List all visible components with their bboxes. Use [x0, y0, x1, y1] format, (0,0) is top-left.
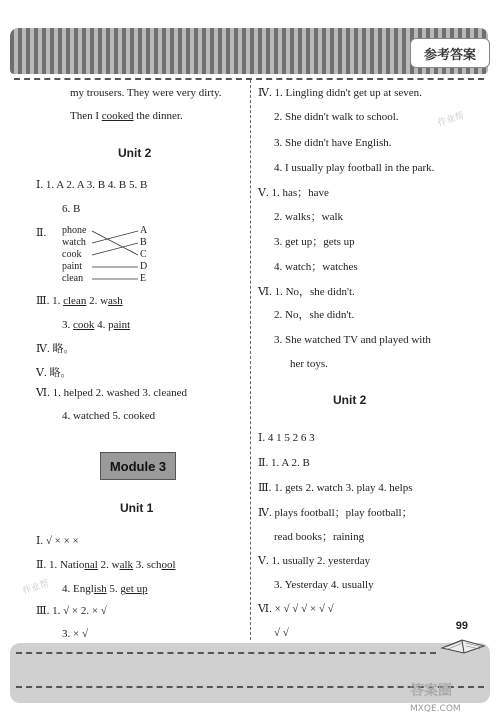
answer-line: Ⅳ. plays football；play football；: [258, 507, 413, 519]
watermark: 作业帮: [436, 110, 466, 129]
answer-line: my trousers. They were very dirty.: [70, 87, 222, 99]
answer-line: 2. No，she didn't.: [274, 309, 355, 321]
answer-line: 3. She didn't have English.: [274, 137, 392, 149]
answer-line: Ⅳ. 略。: [36, 343, 75, 355]
unit-title: Unit 1: [120, 501, 154, 515]
header-tab: 参考答案: [410, 38, 490, 68]
answer-line: 6. B: [62, 203, 81, 215]
answer-line: Ⅲ. 1. clean 2. wash: [36, 295, 123, 307]
answer-line: 4. watched 5. cooked: [62, 410, 156, 422]
match-letter: A: [140, 225, 148, 236]
page-number: 99: [455, 620, 468, 632]
match-lines: [0, 0, 500, 300]
answer-line: 2. walks；walk: [274, 211, 344, 223]
match-word: watch: [62, 237, 86, 248]
match-word: cook: [62, 249, 82, 260]
match-letter: C: [140, 249, 147, 260]
footer-divider: [16, 652, 436, 654]
answer-line: Ⅱ. 1. National 2. walk 3. school: [36, 559, 176, 571]
match-letter: E: [140, 273, 147, 284]
watermark: MXQE.COM: [410, 704, 461, 714]
answer-line: read books；raining: [274, 531, 365, 543]
match-word: clean: [62, 273, 84, 284]
answer-line: Ⅲ. 1. √ × 2. × √: [36, 605, 107, 617]
answer-line: 4. I usually play football in the park.: [274, 162, 435, 174]
answer-line: Ⅵ. × √ √ √ × √ √: [258, 603, 334, 615]
watermark: 答案圈: [410, 683, 452, 699]
match-word: phone: [62, 225, 87, 236]
answer-line: Ⅵ. 1. helped 2. washed 3. cleaned: [36, 387, 187, 399]
answer-line: 3. She watched TV and played with: [274, 334, 431, 346]
answer-line: 4. watch；watches: [274, 261, 358, 273]
answer-line: Ⅴ. 1. has；have: [258, 187, 329, 199]
match-letter: B: [140, 237, 147, 248]
match-letter: D: [140, 261, 148, 272]
answer-line: her toys.: [290, 358, 328, 370]
answer-line: Ⅴ. 1. usually 2. yesterday: [258, 555, 371, 567]
match-word: paint: [62, 261, 82, 272]
answer-line: Then I cooked the dinner.: [70, 110, 183, 122]
answer-line: Ⅲ. 1. gets 2. watch 3. play 4. helps: [258, 482, 413, 494]
section-label: Ⅱ.: [36, 227, 47, 239]
unit-title: Unit 2: [118, 146, 152, 160]
answer-line: 4. English 5. get up: [62, 583, 148, 595]
unit-title: Unit 2: [333, 393, 367, 407]
answer-line: Ⅳ. 1. Lingling didn't get up at seven.: [258, 87, 422, 99]
answer-line: Ⅰ. √ × × ×: [36, 535, 79, 547]
answer-line: Ⅰ. 1. A 2. A 3. B 4. B 5. B: [36, 179, 148, 191]
answer-line: Ⅰ. 4 1 5 2 6 3: [258, 432, 315, 444]
answer-line: 2. She didn't walk to school.: [274, 111, 399, 123]
answer-line: Ⅴ. 略。: [36, 367, 72, 379]
answer-line: 3. get up；gets up: [274, 236, 355, 248]
watermark: 作业帮: [21, 578, 51, 597]
module-title: Module 3: [100, 452, 176, 480]
answer-line: 3. × √: [62, 628, 88, 640]
answer-line: Ⅱ. 1. A 2. B: [258, 457, 310, 469]
answer-line: 3. cook 4. paint: [62, 319, 131, 331]
answer-line: Ⅵ. 1. No，she didn't.: [258, 286, 355, 298]
answer-line: 3. Yesterday 4. usually: [274, 579, 374, 591]
answer-line: √ √: [274, 627, 289, 639]
